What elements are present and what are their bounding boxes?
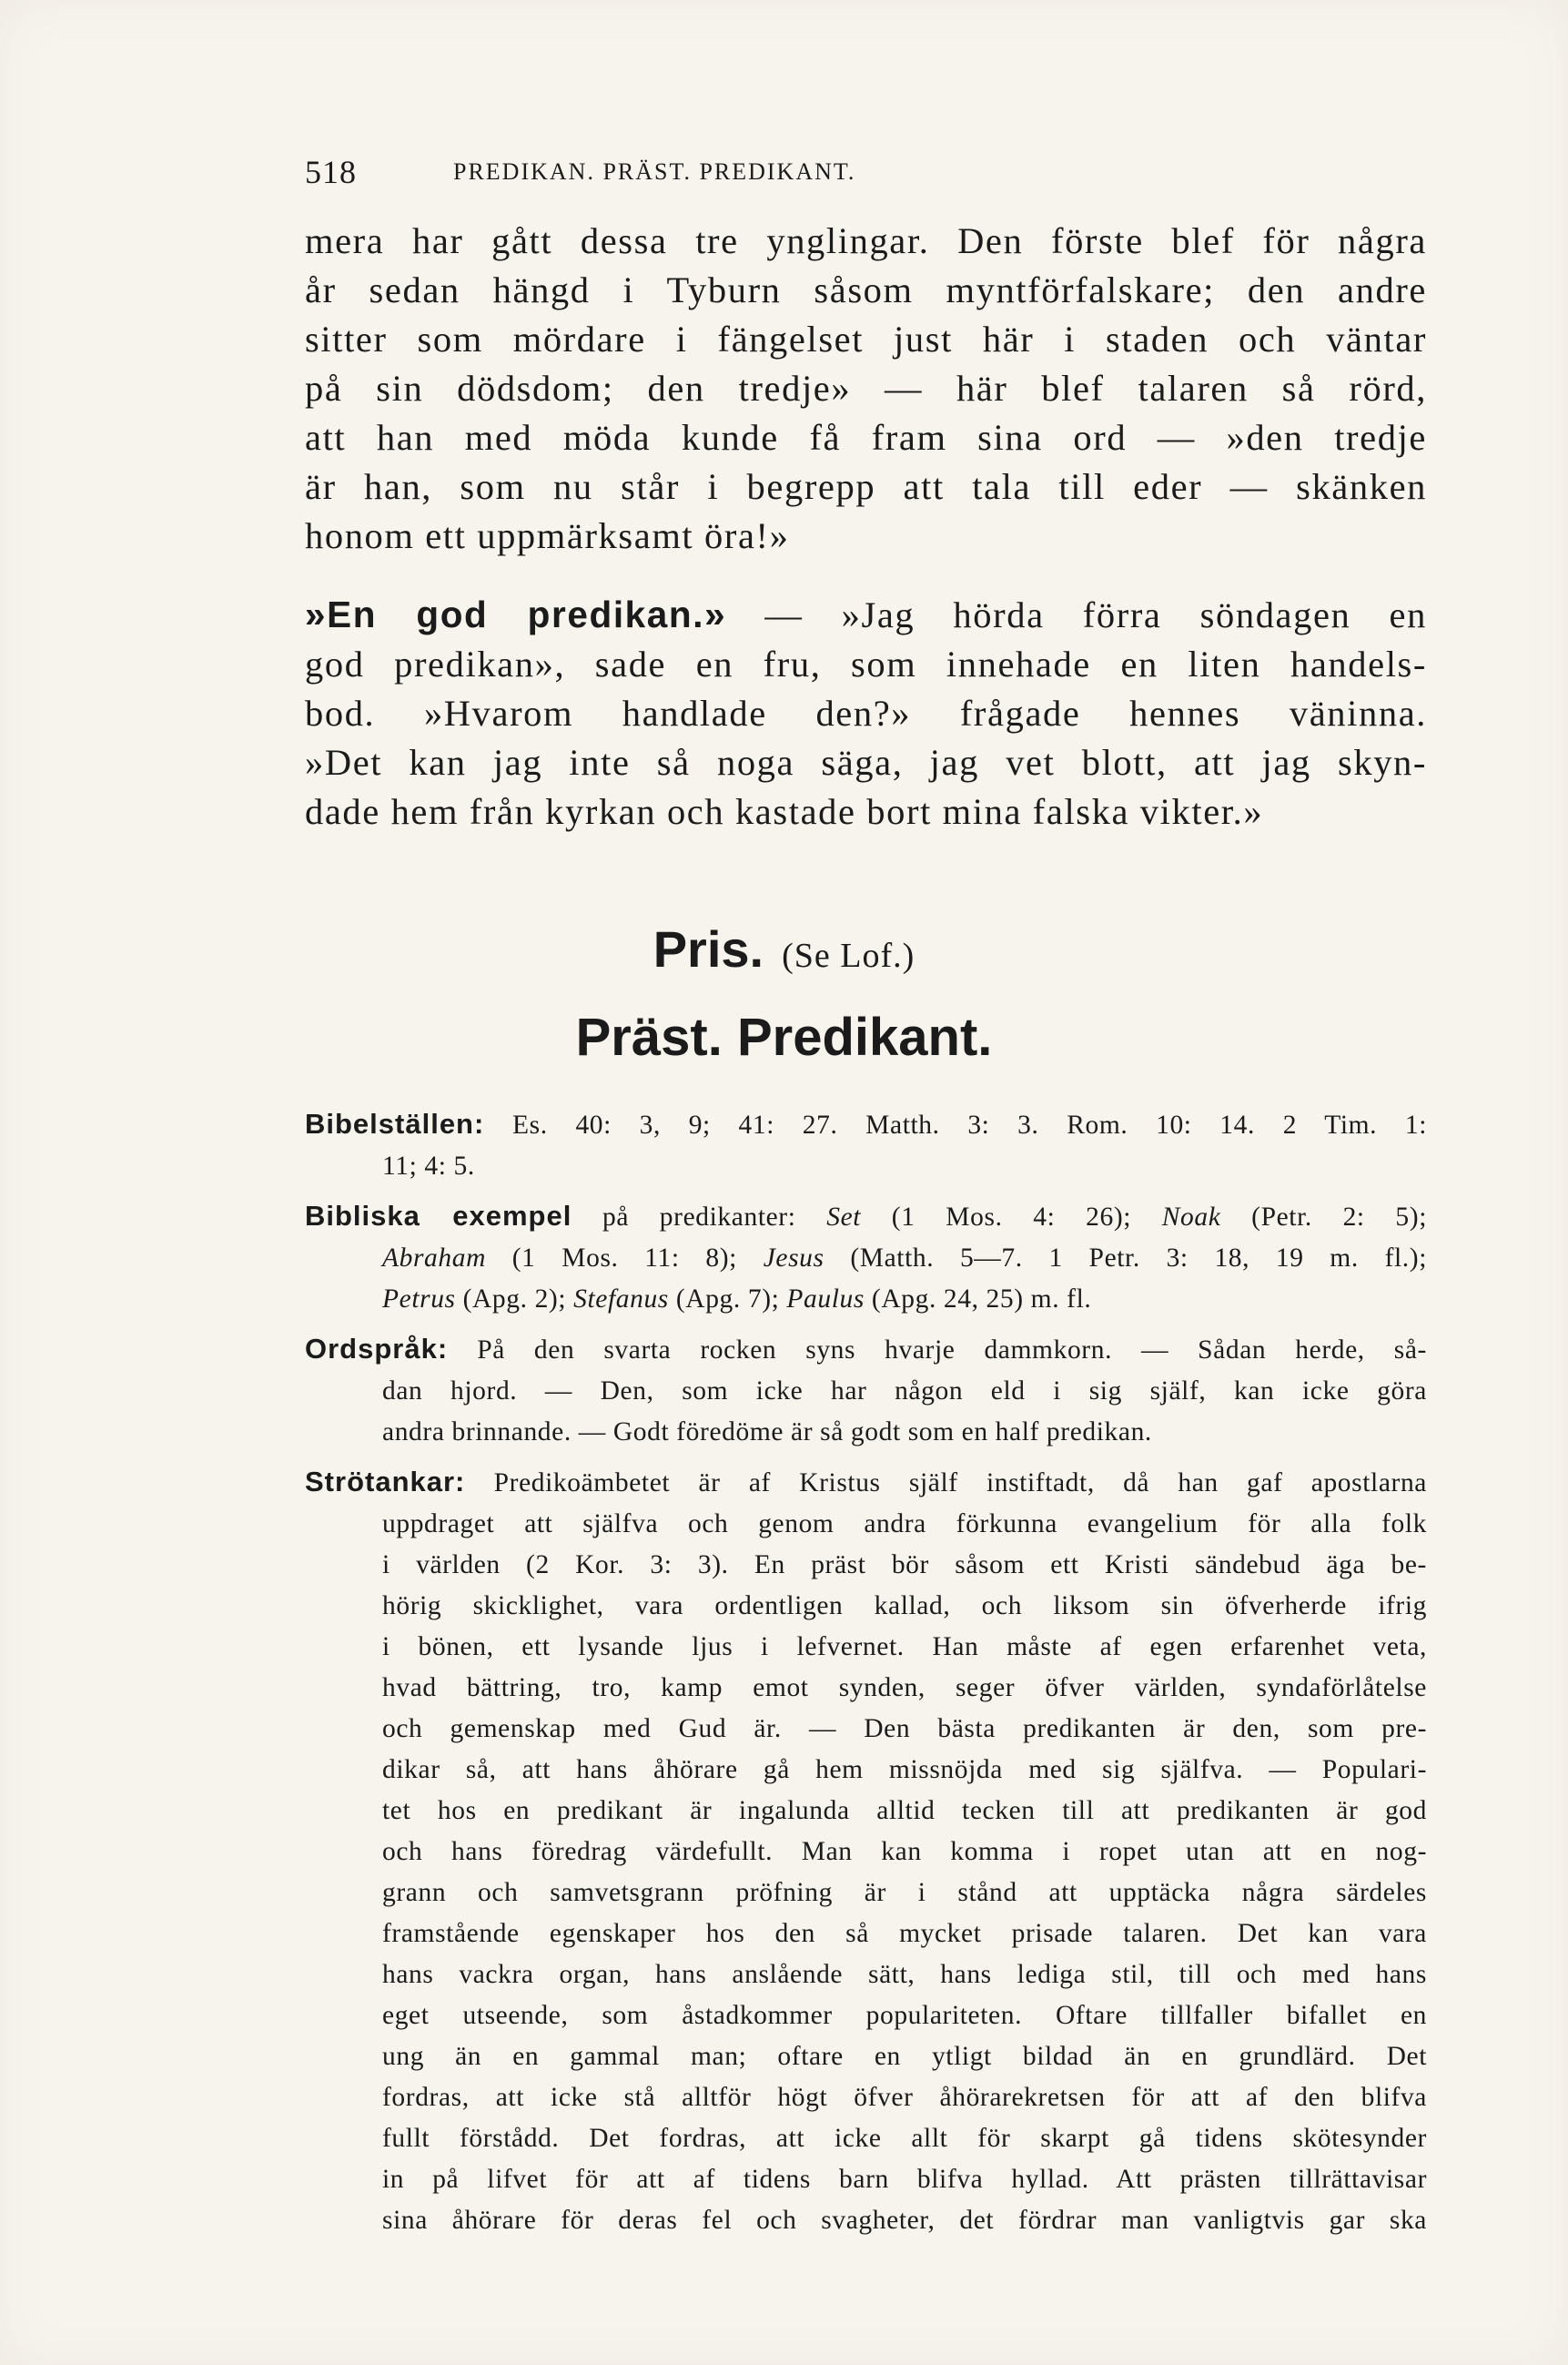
page-number: 518 (305, 154, 357, 190)
text-line: mera har gått dessa tre ynglingar. Den förste blef för några (305, 220, 1427, 261)
text-line: i bönen, ett lysande ljus i lefvernet. Han måste af egen erfarenhet veta, (382, 1632, 1427, 1661)
name-italic: Stefanus (573, 1284, 669, 1314)
text-line: i världen (2 Kor. 3: 3). En präst bör såsom ett Kristi sändebud äga be- (382, 1550, 1427, 1579)
text-line: fullt förstådd. Det fordras, att icke allt för skarpt gå tidens skötesynder (382, 2124, 1427, 2153)
text-line: tet hos en predikant är ingalunda alltid tecken till att predikanten är god (382, 1796, 1427, 1825)
text-line (305, 1461, 1427, 1504)
text-fragment: (Petr. 2: 5); (1220, 1203, 1427, 1232)
name-italic: Jesus (763, 1243, 824, 1273)
text-fragment: (1 Mos. 4: 26); (861, 1203, 1162, 1232)
text-fragment: (1 Mos. 11: 8); (486, 1243, 764, 1273)
paragraph-god-predikan (305, 590, 1427, 837)
text-fragment: (Apg. 2); (455, 1284, 574, 1314)
running-title: PREDIKAN. PRÄST. PREDIKANT. (453, 158, 856, 185)
text-line: att han med möda kunde få fram sina ord — »den tredje (305, 417, 1427, 458)
name-italic: Petrus (382, 1284, 456, 1314)
text-line: uppdraget att själfva och genom andra förkunna evangelium för alla folk (382, 1509, 1427, 1538)
page-header (305, 153, 1242, 191)
heading-prast-predikant: Präst. Predikant. (575, 1008, 993, 1067)
entry-strotankar (305, 1461, 1427, 2241)
text-line: ung än en gammal man; oftare en ytligt bildad än en grundlärd. Det (382, 2042, 1427, 2071)
entry-label: Ordspråk: (305, 1333, 449, 1365)
name-italic: Paulus (786, 1284, 865, 1314)
text-line (305, 1328, 1427, 1371)
text-fragment: (Matth. 5—7. 1 Petr. 3: 18, 19 m. fl.); (824, 1243, 1427, 1273)
text-line: fordras, att icke stå alltför högt öfver åhörarekretsen för att af den blifva (382, 2083, 1427, 2112)
entry-label: Bibelställen: (305, 1108, 485, 1140)
text-line: 11; 4: 5. (382, 1152, 475, 1181)
text-fragment: (Apg. 24, 25) m. fl. (864, 1284, 1092, 1314)
text-fragment: (Apg. 7); (668, 1284, 787, 1314)
text-line: hörig skicklighet, vara ordentligen kallad, och liksom sin öfverherde ifrig (382, 1591, 1427, 1620)
text-line: bod. »Hvarom handlade den?» frågade hennes väninna. (305, 693, 1427, 734)
text-line: sina åhörare för deras fel och svagheter, det fördrar man vanligtvis gar ska (382, 2206, 1427, 2235)
reference-entries (305, 1103, 1427, 2249)
text-line: och gemenskap med Gud är. — Den bästa predikanten är den, som pre- (382, 1714, 1427, 1743)
text-line: och hans föredrag värdefullt. Man kan komma i ropet utan att en nog- (382, 1837, 1427, 1866)
text-line: grann och samvetsgrann pröfning är i stånd att upptäcka några särdeles (382, 1878, 1427, 1907)
text-line: andra brinnande. — Godt föredöme är så godt som en half predikan. (382, 1417, 1152, 1446)
entry-bibelstallen (305, 1103, 1427, 1187)
text-line (305, 1103, 1427, 1146)
text-line: dan hjord. — Den, som icke har någon eld i sig själf, kan icke göra (382, 1376, 1427, 1406)
heading-pris-text: Pris. (652, 920, 764, 978)
text-fragment: På den svarta rocken syns hvarje dammkorn. — Sådan herde, så- (448, 1335, 1427, 1365)
text-fragment: Es. 40: 3, 9; 41: 27. Matth. 3: 3. Rom. 10: 14. 2 Tim. 1: (484, 1111, 1427, 1140)
text-line: in på lifvet för att af tidens barn blifva hyllad. Att prästen tillrättavisar (382, 2165, 1427, 2194)
heading-pris (0, 919, 1568, 979)
text-line: honom ett uppmärksamt öra!» (305, 515, 790, 556)
entry-label: Strötankar: (305, 1466, 466, 1497)
text-line: sitter som mördare i fängelset just här i staden och väntar (305, 319, 1427, 360)
text-line: eget utseende, som åstadkommer populariteten. Oftare tillfaller bifallet en (382, 2001, 1427, 2030)
text-line (305, 1279, 1427, 1320)
text-line: är han, som nu står i begrepp att tala till eder — skänken (305, 466, 1427, 507)
text-fragment: på predikanter: (572, 1203, 827, 1232)
cross-reference: (Se Lof.) (782, 937, 916, 975)
paragraph-story-end (305, 217, 1427, 561)
text-line (305, 590, 1427, 640)
text-fragment: Predikoämbetet är af Kristus själf instiftadt, då han gaf apostlarna (465, 1468, 1427, 1497)
text-line: god predikan», sade en fru, som innehade en liten handels- (305, 644, 1427, 685)
text-line (305, 1195, 1427, 1238)
text-fragment: — »Jag hörda förra söndagen en (726, 594, 1427, 635)
text-line: dikar så, att hans åhörare gå hem missnöjda med sig själfva. — Populari- (382, 1755, 1427, 1784)
entry-label: Bibliska exempel (305, 1200, 572, 1232)
anecdote-title: »En god predikan.» (305, 594, 727, 635)
name-italic: Noak (1161, 1203, 1221, 1232)
text-line: år sedan hängd i Tyburn såsom myntförfalskare; den andre (305, 269, 1427, 310)
name-italic: Set (826, 1203, 862, 1232)
text-line: »Det kan jag inte så noga säga, jag vet blott, att jag skyn- (305, 742, 1427, 783)
text-line (305, 1238, 1427, 1279)
entry-ordsprak (305, 1328, 1427, 1453)
entry-bibliska-exempel (305, 1195, 1427, 1320)
text-line: framstående egenskaper hos den så mycket prisade talaren. Det kan vara (382, 1919, 1427, 1948)
text-line: på sin dödsdom; den tredje» — här blef talaren så rörd, (305, 368, 1427, 409)
text-line: dade hem från kyrkan och kastade bort mina falska vikter.» (305, 791, 1264, 832)
text-line: hans vackra organ, hans anslående sätt, hans lediga stil, till och med hans (382, 1960, 1427, 1989)
text-line: hvad bättring, tro, kamp emot synden, seger öfver världen, syndaförlåtelse (382, 1673, 1427, 1702)
name-italic: Abraham (382, 1243, 487, 1273)
